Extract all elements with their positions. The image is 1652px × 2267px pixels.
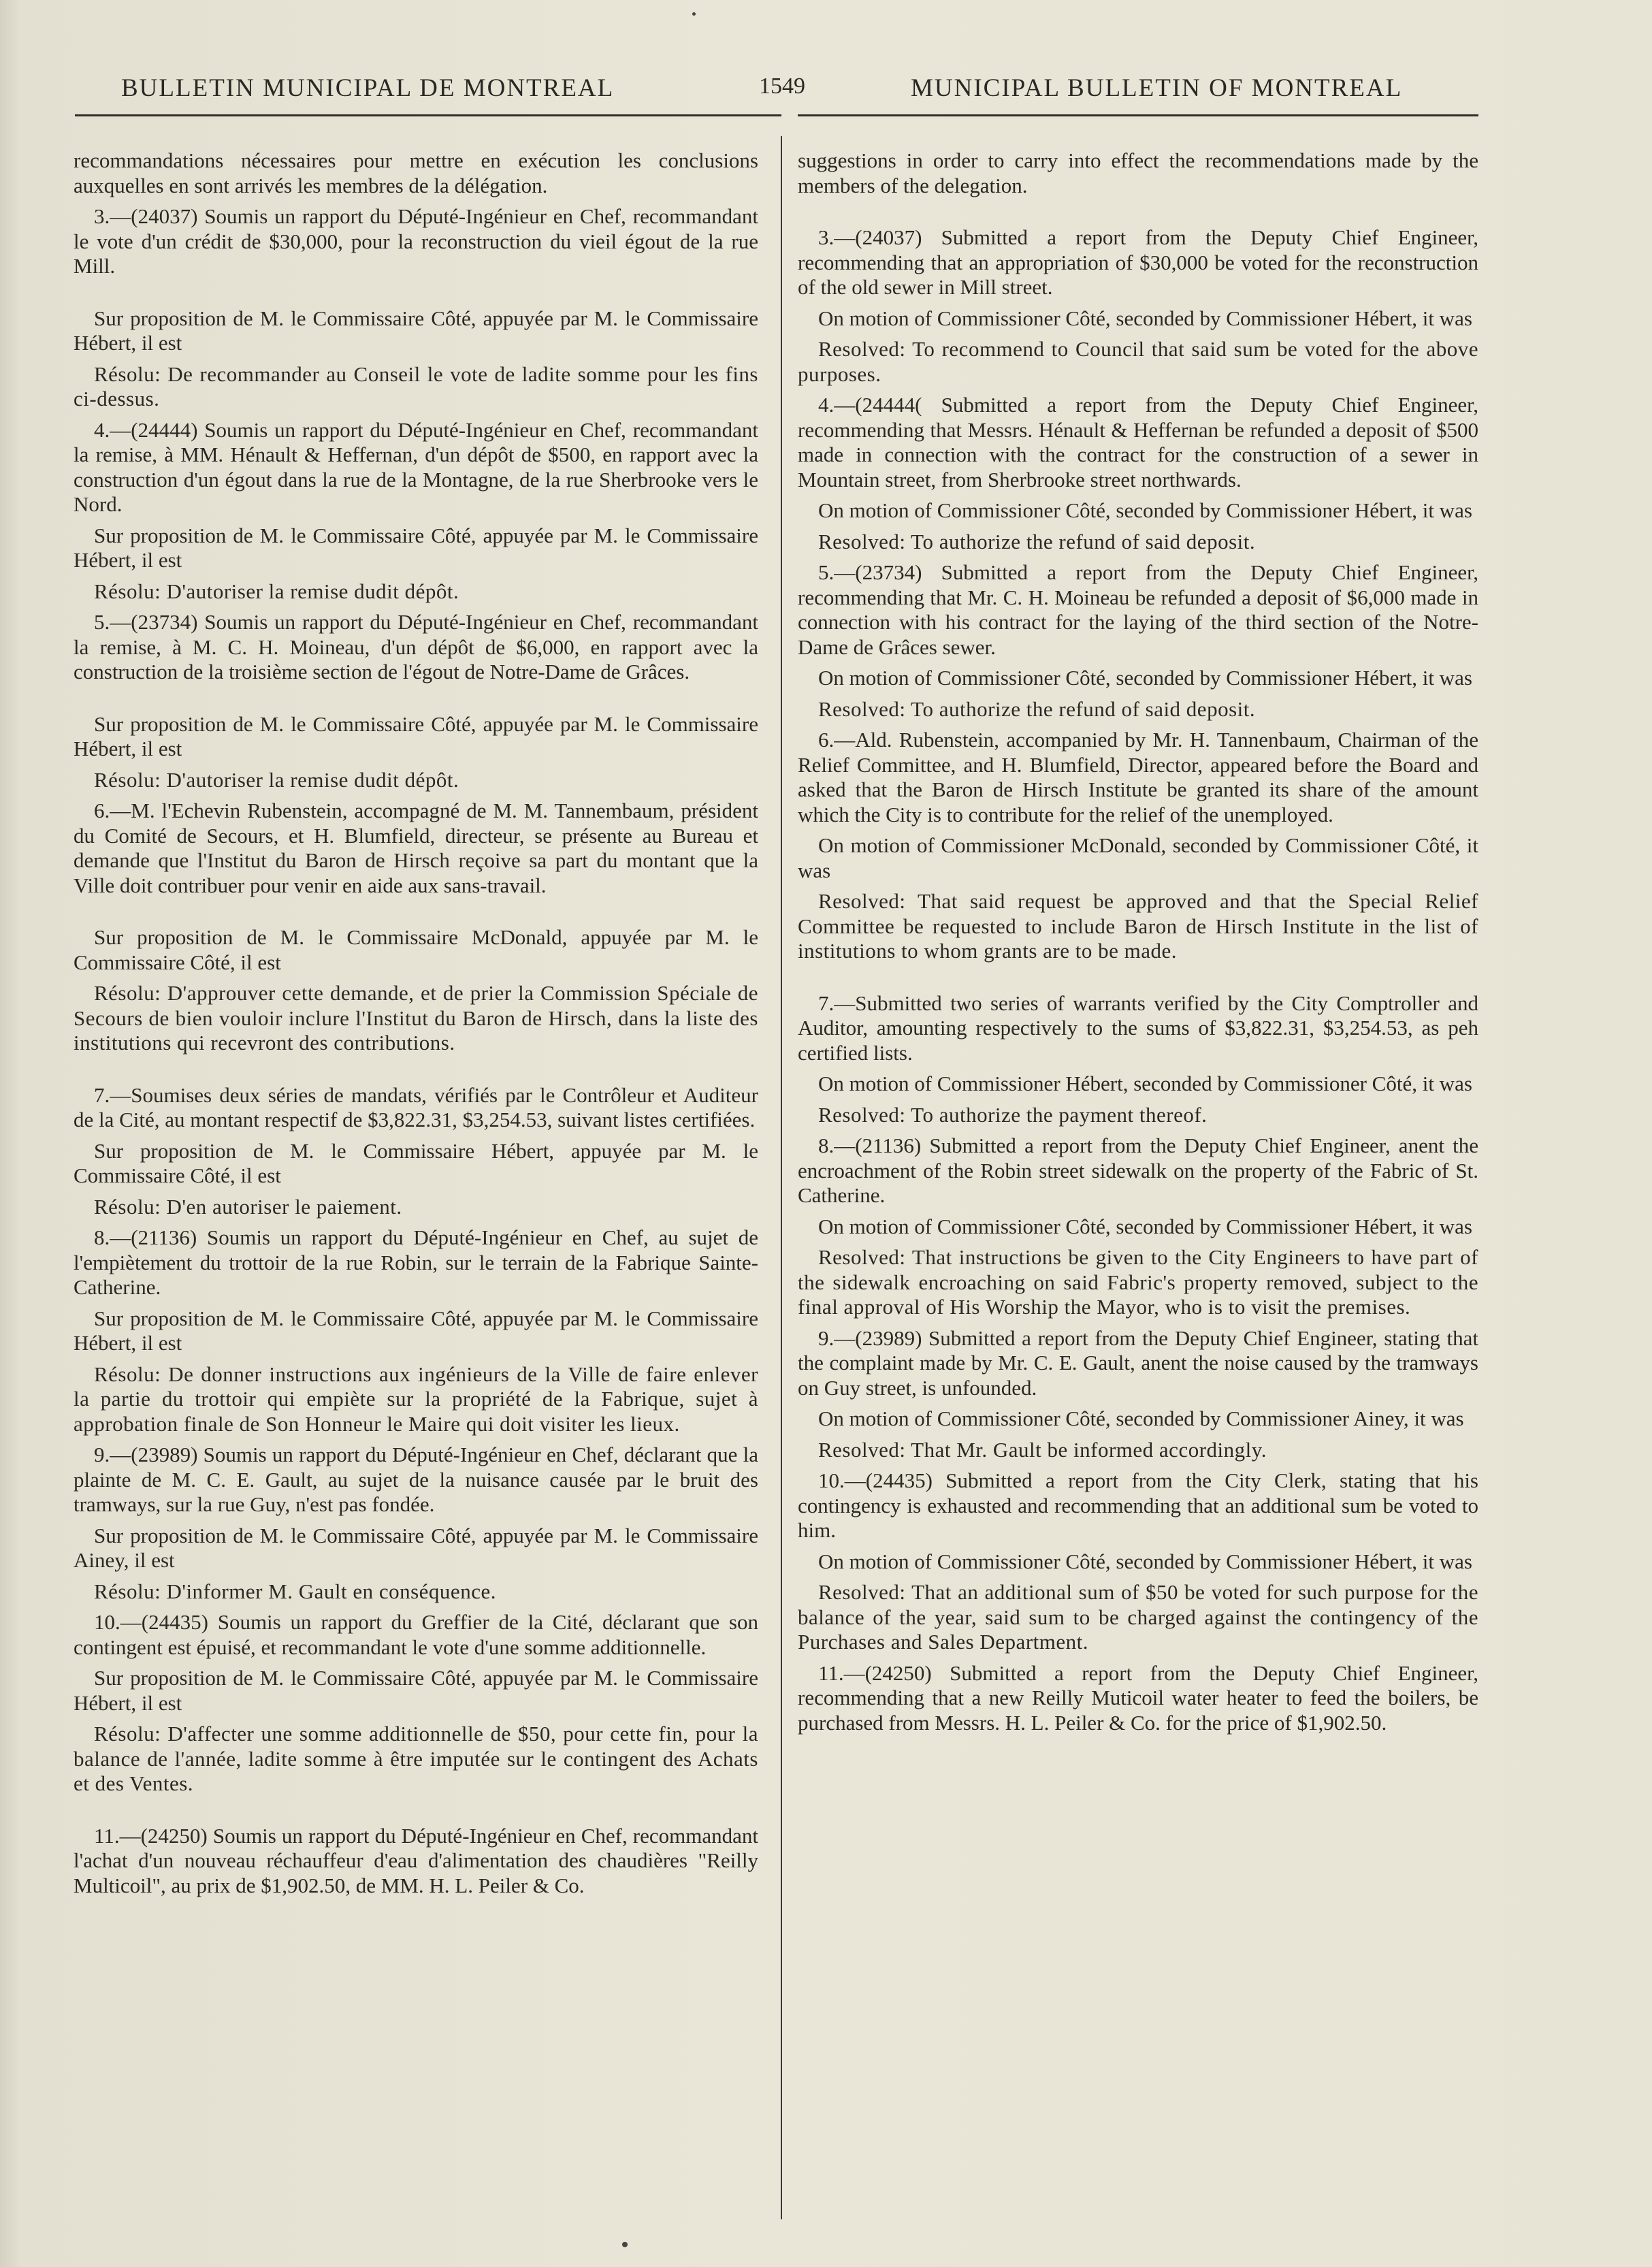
en-motion-9: On motion of Commissioner Côté, seconded by Commissioner Ainey, it was (818, 1406, 1464, 1430)
en-motion-3: On motion of Commissioner Côté, seconded by Commissioner Hébert, it was (818, 306, 1472, 330)
fr-item-5: 5.—(23734) Soumis un rapport du Député-Ingénieur en Chef, recommandant la remise, à M. C. H. Moineau, d'un dépôt de $6,000, en rapport avec la construction de la troisième section de l'égout de Notre-Dame de Grâces. (74, 610, 758, 684)
print-speck-top (692, 12, 696, 16)
en-resolution-10: Resolved: That an additional sum of $50 be voted for such purpose for the balance of the year, said sum to be charged against the contingency of the Purchases and Sales Department. (798, 1580, 1478, 1654)
fr-resolution-8: Résolu: De donner instructions aux ingénieurs de la Ville de faire enlever la partie du trottoir qui empiète sur la propriété de la Fabrique, sujet à approbation finale de Son Honneur le Maire qui doit visiter les lieux. (74, 1362, 758, 1436)
en-item-9: 9.—(23989) Submitted a report from the Deputy Chief Engineer, stating that the complaint made by Mr. C. E. Gault, anent the noise caused by the tramways on Guy street, is unfounded. (798, 1325, 1478, 1400)
en-item-10: 10.—(24435) Submitted a report from the City Clerk, stating that his contingency is exhausted and recommending that an additional sum be voted to him. (798, 1468, 1478, 1542)
page-number: 1549 (759, 74, 805, 99)
fr-motion-8: Sur proposition de M. le Commissaire Côté, appuyée par M. le Commissaire Hébert, il est (74, 1306, 758, 1355)
fr-item-6: 6.—M. l'Echevin Rubenstein, accompagné de M. M. Tannembaum, président du Comité de Secours, et H. Blumfield, directeur, se présente au Bureau et demande que l'Institut du Baron de Hirsch reçoive sa part du montant que la Ville doit contribuer pour venir en aide aux sans-travail. (74, 799, 758, 897)
fr-para-intro: recommandations nécessaires pour mettre en exécution les conclusions auxquelles en sont arrivés les membres de la délégation. (74, 148, 758, 197)
en-item-6: 6.—Ald. Rubenstein, accompanied by Mr. H. Tannenbaum, Chairman of the Relief Committee, and H. Blumfield, Director, appeared before the Board and asked that the Baron de Hirsch Institute be granted its share of the amount which the City is to contribute for the relief of the unemployed. (798, 728, 1478, 826)
en-item-4: 4.—(24444( Submitted a report from the Deputy Chief Engineer, recommending that Messrs. Hénault & Heffernan be refunded a deposit of $500 made in connection with the contract for the construction of a sewer in Mountain street, from Sherbrooke street northwards. (798, 393, 1478, 492)
english-column (798, 148, 1478, 1741)
en-item-3: 3.—(24037) Submitted a report from the Deputy Chief Engineer, recommending that an appropriation of $30,000 be voted for the reconstruction of the old sewer in Mill street. (798, 225, 1478, 299)
fr-motion-3: Sur proposition de M. le Commissaire Côté, appuyée par M. le Commissaire Hébert, il est (74, 306, 758, 355)
en-motion-6: On motion of Commissioner McDonald, seconded by Commissioner Côté, it was (798, 833, 1478, 882)
en-motion-10: On motion of Commissioner Côté, seconded by Commissioner Hébert, it was (818, 1549, 1472, 1573)
fr-resolution-7: Résolu: D'en autoriser le paiement. (94, 1194, 402, 1219)
fr-motion-7: Sur proposition de M. le Commissaire Hébert, appuyée par M. le Commissaire Côté, il est (74, 1138, 758, 1187)
fr-motion-5: Sur proposition de M. le Commissaire Côté, appuyée par M. le Commissaire Hébert, il est (74, 711, 758, 760)
print-speck-bottom (622, 2242, 628, 2247)
header-rule-right (798, 114, 1478, 116)
french-column (74, 148, 758, 1904)
en-resolution-6: Resolved: That said request be approved and that the Special Relief Committee be requested to include Baron de Hirsch Institute in the list of institutions to whom grants are to be made. (798, 889, 1478, 963)
en-resolution-3: Resolved: To recommend to Council that said sum be voted for the above purposes. (798, 337, 1478, 386)
fr-item-9: 9.—(23989) Soumis un rapport du Député-Ingénieur en Chef, déclarant que la plainte de M. C. E. Gault, au sujet de la nuisance causée par le bruit des tramways, sur la rue Guy, n'est pas fondée. (74, 1443, 758, 1516)
en-motion-8: On motion of Commissioner Côté, seconded by Commissioner Hébert, it was (818, 1214, 1472, 1238)
fr-item-7: 7.—Soumises deux séries de mandats, vérifiés par le Contrôleur et Auditeur de la Cité, au montant respectif de $3,822.31, $3,254.53, suivant listes certifiées. (74, 1082, 758, 1131)
fr-item-8: 8.—(21136) Soumis un rapport du Député-Ingénieur en Chef, au sujet de l'empiètement du trottoir de la rue Robin, sur le terrain de la Fabrique Sainte-Catherine. (74, 1225, 758, 1299)
fr-resolution-3: Résolu: De recommander au Conseil le vote de ladite somme pour les fins ci-dessus. (74, 361, 758, 411)
fr-resolution-10: Résolu: D'affecter une somme additionnelle de $50, pour cette fin, pour la balance de l'année, ladite somme à être imputée sur le contingent des Achats et des Ventes. (74, 1722, 758, 1795)
en-item-5: 5.—(23734) Submitted a report from the Deputy Chief Engineer, recommending that Mr. C. H. Moineau be refunded a deposit of $6,000 made in connection with his contract for the laying of the third section of the Notre-Dame de Grâces sewer. (798, 560, 1478, 659)
en-para-intro: suggestions in order to carry into effect the recommendations made by the members of the delegation. (798, 148, 1478, 197)
en-item-11: 11.—(24250) Submitted a report from the Deputy Chief Engineer, recommending that a new Reilly Muticoil water heater to feed the boilers, be purchased from Messrs. H. L. Peiler & Co. for the price of $1,902.50. (798, 1660, 1478, 1735)
fr-motion-9: Sur proposition de M. le Commissaire Côté, appuyée par M. le Commissaire Ainey, il est (74, 1523, 758, 1572)
page-header (95, 74, 1457, 114)
fr-item-10: 10.—(24435) Soumis un rapport du Greffier de la Cité, déclarant que son contingent est épuisé, et recommandant le vote d'une somme additionnelle. (74, 1610, 758, 1659)
fr-motion-10: Sur proposition de M. le Commissaire Côté, appuyée par M. le Commissaire Hébert, il est (74, 1666, 758, 1715)
en-resolution-9: Resolved: That Mr. Gault be informed accordingly. (818, 1437, 1267, 1462)
en-resolution-4: Resolved: To authorize the refund of said deposit. (818, 529, 1256, 553)
fr-item-3: 3.—(24037) Soumis un rapport du Député-Ingénieur en Chef, recommandant le vote d'un crédit de $30,000, pour la reconstruction du vieil égout de la rue Mill. (74, 204, 758, 278)
en-resolution-5: Resolved: To authorize the refund of said deposit. (818, 696, 1256, 721)
fr-resolution-6: Résolu: D'approuver cette demande, et de prier la Commission Spéciale de Secours de bien vouloir inclure l'Institut du Baron de Hirsch, dans la liste des institutions qui recevront des contributions. (74, 981, 758, 1055)
fr-item-11: 11.—(24250) Soumis un rapport du Député-Ingénieur en Chef, recommandant l'achat d'un nouveau réchauffeur d'eau d'alimentation des chaudières "Reilly Multicoil", au prix de $1,902.50, de MM. H. L. Peiler & Co. (74, 1823, 758, 1897)
en-motion-5: On motion of Commissioner Côté, seconded by Commissioner Hébert, it was (818, 666, 1472, 690)
en-item-8: 8.—(21136) Submitted a report from the Deputy Chief Engineer, anent the encroachment of the Robin street sidewalk on the property of the Fabric of St. Catherine. (798, 1134, 1478, 1207)
header-left-title: BULLETIN MUNICIPAL DE MONTREAL (121, 74, 615, 102)
en-resolution-8: Resolved: That instructions be given to the City Engineers to have part of the sidewalk encroaching on said Fabric's property removed, subject to the final approval of His Worship the Mayor, who is to visit the premises. (798, 1245, 1478, 1319)
header-right-title: MUNICIPAL BULLETIN OF MONTREAL (911, 74, 1403, 102)
column-divider (781, 136, 782, 2219)
en-item-7: 7.—Submitted two series of warrants verified by the City Comptroller and Auditor, amounting respectively to the sums of $3,822.31, $3,254.53, as peh certified lists. (798, 991, 1478, 1065)
fr-item-4: 4.—(24444) Soumis un rapport du Député-Ingénieur en Chef, recommandant la remise, à MM. Hénault & Heffernan, d'un dépôt de $500, en rapport avec la construction d'un égout dans la rue de la Montagne, de la rue Sherbrooke vers le Nord. (74, 417, 758, 516)
header-rule-left (75, 114, 781, 116)
en-motion-7: On motion of Commissioner Hébert, seconded by Commissioner Côté, it was (818, 1072, 1472, 1095)
en-motion-4: On motion of Commissioner Côté, seconded by Commissioner Hébert, it was (818, 498, 1472, 522)
fr-motion-6: Sur proposition de M. le Commissaire McDonald, appuyée par M. le Commissaire Côté, il est (74, 925, 758, 974)
fr-resolution-4: Résolu: D'autoriser la remise dudit dépôt. (94, 579, 459, 603)
fr-resolution-9: Résolu: D'informer M. Gault en conséquence. (94, 1579, 496, 1603)
en-resolution-7: Resolved: To authorize the payment thereof. (818, 1102, 1208, 1127)
fr-resolution-5: Résolu: D'autoriser la remise dudit dépôt. (94, 767, 459, 792)
fr-motion-4: Sur proposition de M. le Commissaire Côté, appuyée par M. le Commissaire Hébert, il est (74, 523, 758, 572)
